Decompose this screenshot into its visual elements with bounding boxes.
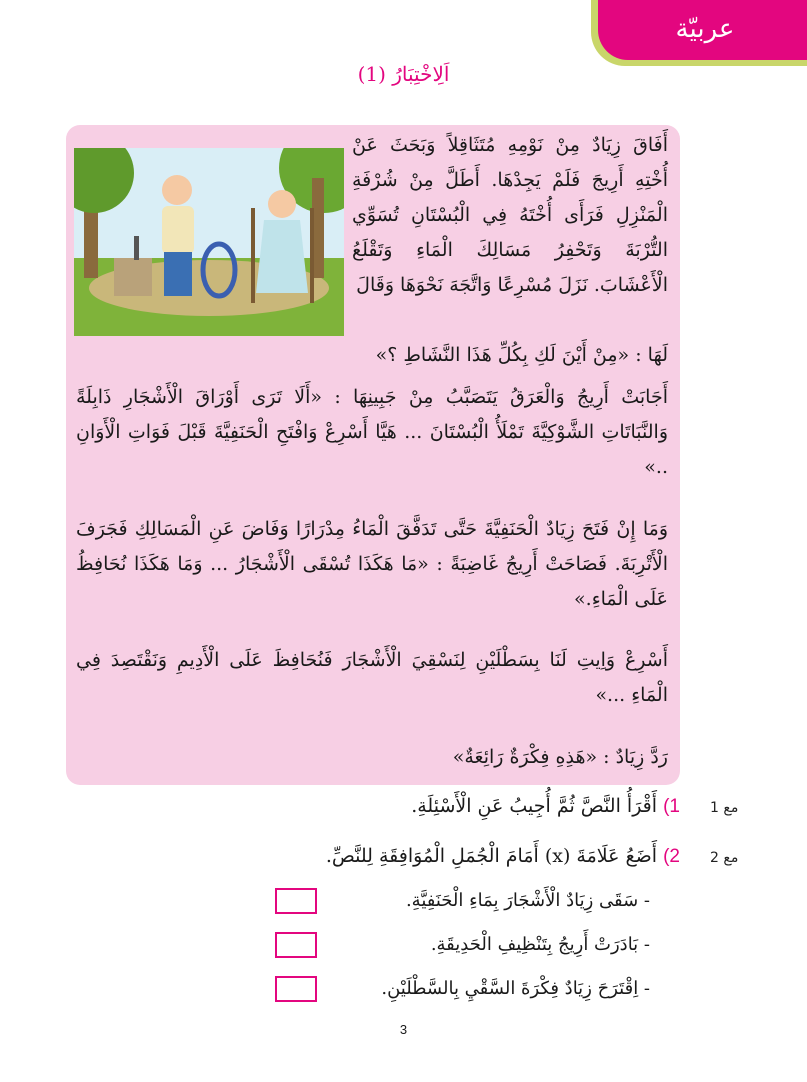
passage-paragraph-4: أَسْرِعْ وَاِيتِ لَنَا بِسَطْلَيْنِ لِنَسْقِيَ الْأَشْجَارَ فَنُحَافِظَ عَلَى الْأَدِيمِ وَنَقْتَصِدَ فِي الْمَاءِ ...»	[76, 649, 668, 706]
answer-box-1[interactable]	[275, 888, 317, 914]
statement-1: - سَقَى زِيَادٌ الْأَشْجَارَ بِمَاءِ الْحَنَفِيَّةِ.	[405, 890, 650, 911]
passage-paragraph-1: أَفَاقَ زِيَادٌ مِنْ نَوْمِهِ مُتَثَاقِلاً وَبَحَثَ عَنْ أُخْتِهِ أَرِيجَ فَلَمْ يَجِدْهَا. أَطَلَّ مِنْ شُرْفَةِ الْمَنْزِلِ فَرَأَى أُخْتَهُ فِي الْبُسْتَانِ تُسَوِّي التُّرْبَةَ وَتَحْفِرُ مَسَالِكَ الْمَاءِ وَتَقْلَعُ الْأَعْشَابَ. نَزَلَ مُسْرِعًا وَاتَّجَهَ نَحْوَهَا وَقَالَ	[352, 134, 668, 296]
answer-box-3[interactable]	[275, 976, 317, 1002]
question-2	[326, 845, 680, 868]
question-1-text: أَقْرَأُ النَّصَّ ثُمَّ أُجِيبُ عَنِ الْأَسْئِلَةِ.	[411, 795, 658, 817]
passage-paragraph-3: وَمَا إِنْ فَتَحَ زِيَادٌ الْحَنَفِيَّةَ حَتَّى تَدَفَّقَ الْمَاءُ مِدْرَارًا وَفَاضَ عَنِ الْمَسَالِكِ فَجَرَفَ الْأَتْرِبَةَ. فَصَاحَتْ أَرِيجُ غَاضِبَةً : «مَا هَكَذَا تُسْقَى الْأَشْجَارُ ... وَمَا هَكَذَا نُحَافِظُ عَلَى الْمَاءِ.»	[76, 518, 668, 610]
question-1-number: 1)	[663, 796, 680, 817]
subject-label: عربيّة	[675, 14, 735, 44]
statement-2: - بَادَرَتْ أَرِيجُ بِتَنْظِيفِ الْحَدِيقَةِ.	[430, 934, 650, 955]
answer-box-2[interactable]	[275, 932, 317, 958]
passage-paragraph-5: رَدَّ زِيَادٌ : «هَذِهِ فِكْرَةٌ رَائِعَةٌ»	[452, 746, 668, 768]
question-2-text: أَضَعُ عَلَامَةَ (x) أَمَامَ الْجُمَلِ الْمُوَافِقَةِ لِلنَّصِّ.	[325, 845, 658, 867]
page-title: اَلِاخْتِبَارُ (1)	[357, 62, 450, 86]
question-1	[411, 795, 680, 818]
statement-3: - اِقْتَرَحَ زِيَادٌ فِكْرَةَ السَّقْيِ بِالسَّطْلَيْنِ.	[381, 978, 650, 999]
page-number: 3	[399, 1022, 408, 1037]
passage-paragraph-1-end: لَهَا : «مِنْ أَيْنَ لَكِ بِكُلِّ هَذَا النَّشَاطِ ؟»	[375, 344, 668, 366]
illustration-children-garden	[74, 148, 344, 336]
question-2-number: 2)	[663, 846, 680, 867]
criterion-tag-2: مع 2	[710, 850, 739, 866]
criterion-tag-1: مع 1	[710, 800, 739, 816]
passage-paragraph-2: أَجَابَتْ أَرِيجُ وَالْعَرَقُ يَتَصَبَّبُ مِنْ جَبِينِهَا : «أَلَا تَرَى أَوْرَاقَ الْأَشْجَارِ ذَابِلَةً وَالنَّبَاتَاتِ الشَّوْكِيَّةَ تَمْلَأُ الْبُسْتَانَ ... هَيَّا أَسْرِعْ وَافْتَحِ الْحَنَفِيَّةَ قَبْلَ فَوَاتِ الْأَوَانِ ..»	[76, 386, 668, 478]
